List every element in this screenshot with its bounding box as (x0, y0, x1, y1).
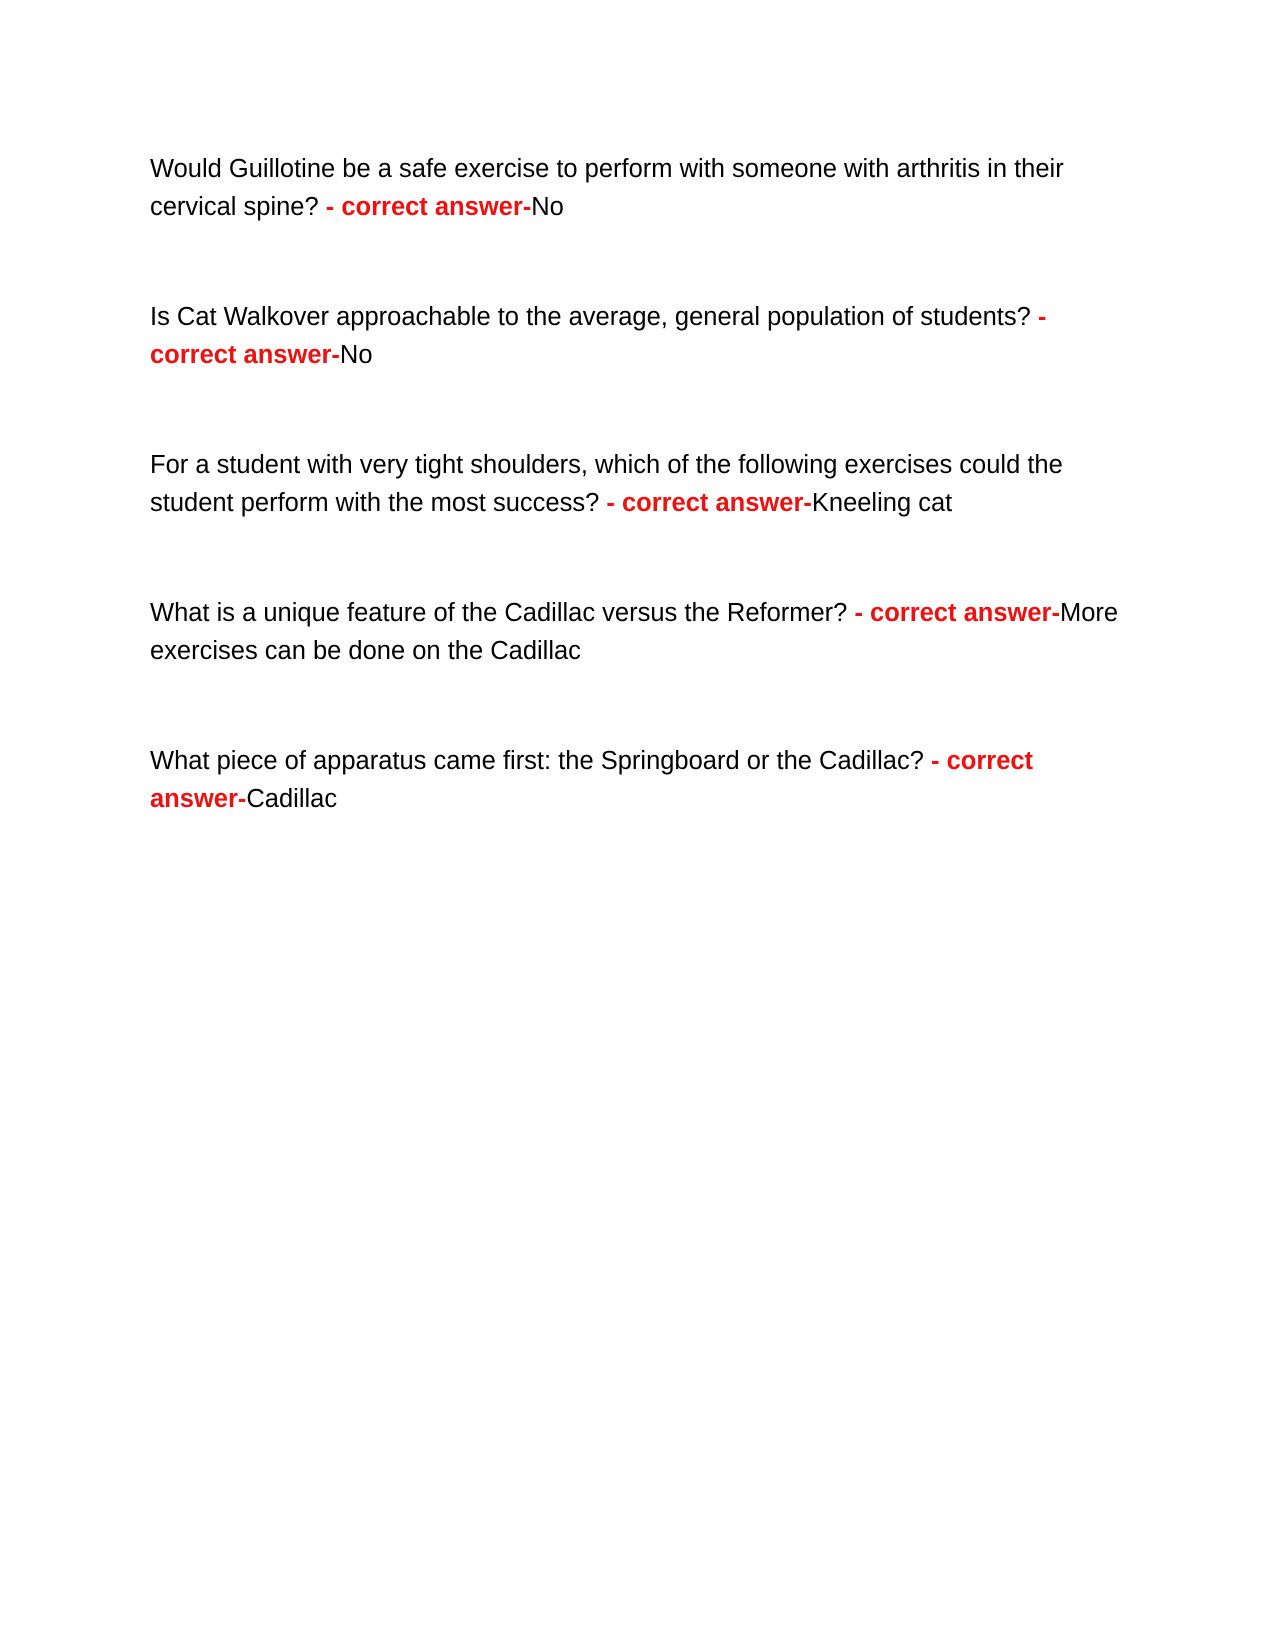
answer-text: More exercises can be done on the Cadillac (150, 599, 1119, 665)
question-text: Is Cat Walkover approachable to the average, general population of students? (150, 303, 1031, 331)
answer-text: No (531, 193, 564, 221)
qa-item (150, 150, 1125, 226)
question-text: For a student with very tight shoulders, which of the following exercises could the student perform with the most success? (150, 451, 1063, 517)
answer-text: Kneeling cat (811, 489, 953, 517)
qa-item (150, 298, 1125, 374)
correct-answer-marker: - correct answer- (599, 489, 812, 517)
correct-answer-marker: - correct answer- (318, 193, 532, 221)
qa-item (150, 742, 1125, 818)
correct-answer-marker: - correct answer- (150, 747, 1034, 813)
answer-text: Cadillac (246, 785, 338, 813)
qa-list (150, 150, 1125, 890)
answer-text: No (339, 341, 373, 369)
qa-item (150, 446, 1125, 522)
qa-item (150, 594, 1125, 670)
question-text: Would Guillotine be a safe exercise to perform with someone with arthritis in their cervical spine? (150, 155, 1064, 221)
question-text: What piece of apparatus came first: the Springboard or the Cadillac? (150, 747, 924, 775)
question-text: What is a unique feature of the Cadillac versus the Reformer? (150, 599, 848, 627)
correct-answer-marker: - correct answer- (847, 599, 1060, 627)
correct-answer-marker: - correct answer- (150, 303, 1047, 369)
